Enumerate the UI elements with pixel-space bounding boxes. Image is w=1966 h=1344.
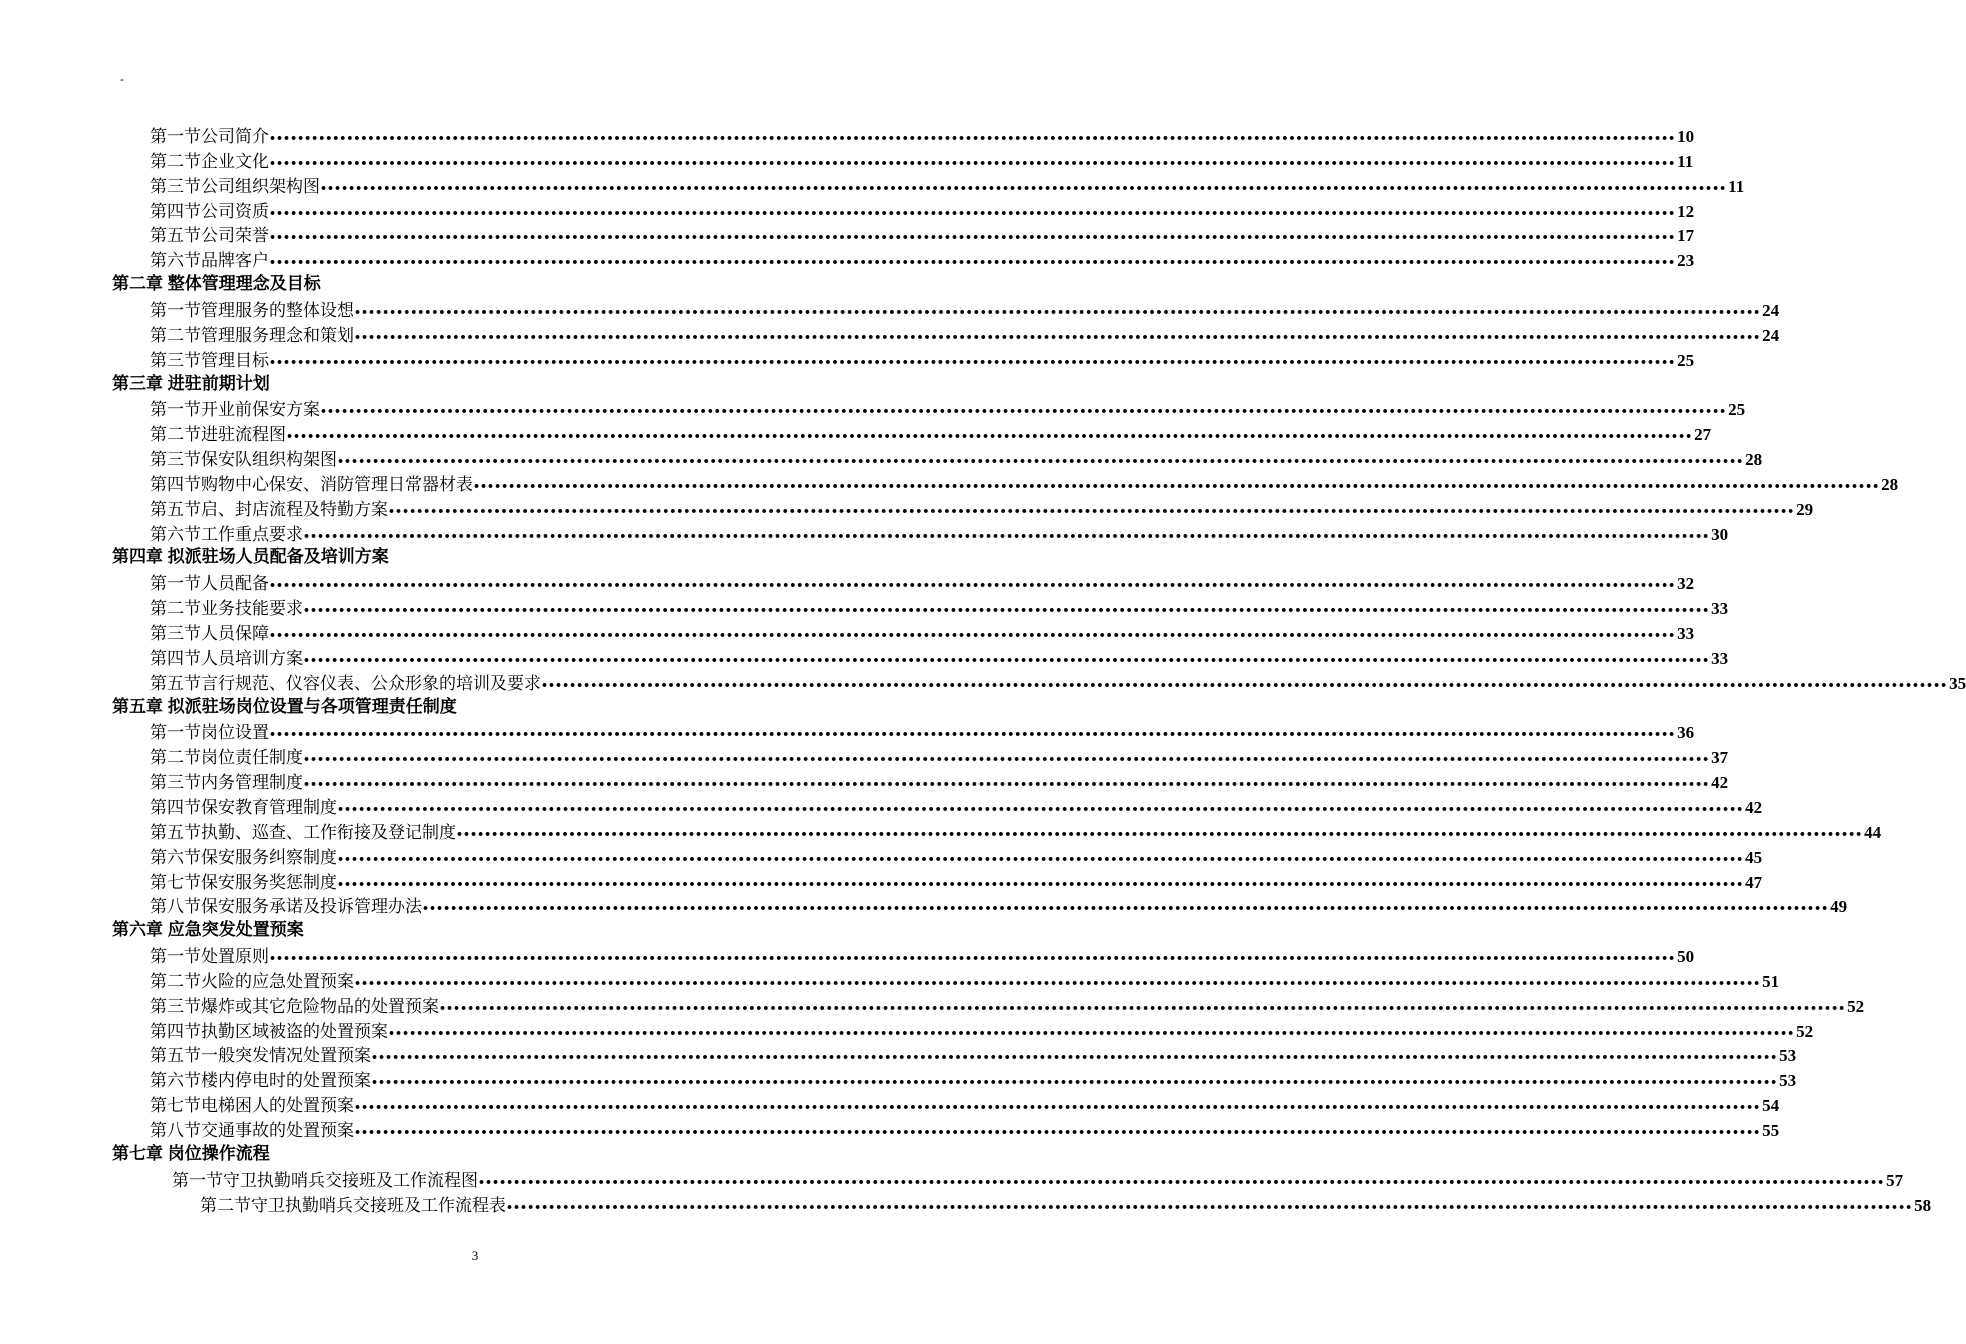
section-title: 执勤区域被盗的处置预案	[201, 1021, 388, 1042]
dot-leader: ••••••••••••••••••••••••••••••••••••••••••••••••••••••••••••••••••••••••••••••••••••••••••••••••••••••••••••••••••••••••••••••••••••••••••••••••••••••••••••••••••••••••••••••••••••••••••••••••••••••••	[456, 827, 1863, 841]
chapter-heading[interactable]: 第四章 拟派驻场人员配备及培训方案	[112, 547, 389, 567]
dot-leader: ••••••••••••••••••••••••••••••••••••••••••••••••••••••••••••••••••••••••••••••••••••••••••••••••••••••••••••••••••••••••••••••••••••••••••••••••••••••••••••••••••••••••••••••••••••••••••••••••••••••••	[388, 504, 1795, 518]
section-label: 第三节	[150, 450, 201, 471]
page-ref: 57	[1886, 1170, 1904, 1190]
section-label: 第六节	[150, 1071, 201, 1092]
toc-entry[interactable]	[150, 124, 1695, 148]
page-ref: 29	[1796, 499, 1814, 519]
dot-leader: ••••••••••••••••••••••••••••••••••••••••••••••••••••••••••••••••••••••••••••••••••••••••••••••••••••••••••••••••••••••••••••••••••••••••••••••••••••••••••••••••••••••••••••••••••••••••••••••••••••••••	[320, 181, 1727, 195]
section-label: 第五节	[150, 822, 201, 843]
toc-entry[interactable]	[150, 323, 1780, 347]
page-ref: 35	[1949, 673, 1966, 693]
section-title: 保安服务纠察制度	[201, 847, 337, 868]
dot-leader: ••••••••••••••••••••••••••••••••••••••••••••••••••••••••••••••••••••••••••••••••••••••••••••••••••••••••••••••••••••••••••••••••••••••••••••••••••••••••••••••••••••••••••••••••••••••••••••••••••••••••	[337, 877, 1744, 891]
section-label: 第八节	[150, 897, 201, 918]
page-ref: 24	[1762, 325, 1780, 345]
toc-entry[interactable]	[150, 397, 1746, 421]
section-label: 第五节	[150, 499, 201, 520]
toc-entry[interactable]	[172, 1168, 1904, 1192]
dot-leader: ••••••••••••••••••••••••••••••••••••••••••••••••••••••••••••••••••••••••••••••••••••••••••••••••••••••••••••••••••••••••••••••••••••••••••••••••••••••••••••••••••••••••••••••••••••••••••••••••••••••••	[354, 1101, 1761, 1115]
section-label: 第一节	[150, 574, 201, 595]
section-title: 购物中心保安、消防管理日常器材表	[201, 474, 473, 495]
section-title: 公司资质	[201, 201, 269, 222]
dot-leader: ••••••••••••••••••••••••••••••••••••••••••••••••••••••••••••••••••••••••••••••••••••••••••••••••••••••••••••••••••••••••••••••••••••••••••••••••••••••••••••••••••••••••••••••••••••••••••••••••••••••••	[269, 355, 1676, 369]
chapter-heading[interactable]: 第五章 拟派驻场岗位设置与各项管理责任制度	[112, 696, 457, 716]
section-label: 第四节	[150, 201, 201, 222]
section-title: 管理目标	[201, 350, 269, 371]
chapter-heading[interactable]: 第六章 应急突发处置预案	[112, 920, 304, 940]
dot-leader: ••••••••••••••••••••••••••••••••••••••••••••••••••••••••••••••••••••••••••••••••••••••••••••••••••••••••••••••••••••••••••••••••••••••••••••••••••••••••••••••••••••••••••••••••••••••••••••••••••••••••	[439, 1001, 1846, 1015]
section-label: 第七节	[150, 872, 201, 893]
page-ref: 12	[1677, 201, 1695, 221]
page-ref: 25	[1728, 400, 1746, 420]
toc-entry[interactable]	[150, 596, 1729, 620]
page-ref: 58	[1914, 1195, 1932, 1215]
dot-leader: ••••••••••••••••••••••••••••••••••••••••••••••••••••••••••••••••••••••••••••••••••••••••••••••••••••••••••••••••••••••••••••••••••••••••••••••••••••••••••••••••••••••••••••••••••••••••••••••••••••••••	[354, 330, 1761, 344]
dot-leader: ••••••••••••••••••••••••••••••••••••••••••••••••••••••••••••••••••••••••••••••••••••••••••••••••••••••••••••••••••••••••••••••••••••••••••••••••••••••••••••••••••••••••••••••••••••••••••••••••••••••••	[337, 455, 1744, 469]
dot-leader: ••••••••••••••••••••••••••••••••••••••••••••••••••••••••••••••••••••••••••••••••••••••••••••••••••••••••••••••••••••••••••••••••••••••••••••••••••••••••••••••••••••••••••••••••••••••••••••••••••••••••	[320, 405, 1727, 419]
section-title: 公司组织架构图	[201, 176, 320, 197]
page-ref: 53	[1779, 1046, 1797, 1066]
section-label: 第四节	[150, 1021, 201, 1042]
dot-leader: ••••••••••••••••••••••••••••••••••••••••••••••••••••••••••••••••••••••••••••••••••••••••••••••••••••••••••••••••••••••••••••••••••••••••••••••••••••••••••••••••••••••••••••••••••••••••••••••••••••••••	[354, 1126, 1761, 1139]
section-label: 第三节	[150, 773, 201, 794]
toc-entry[interactable]	[150, 1019, 1814, 1043]
toc-entry[interactable]	[150, 422, 1712, 446]
page-ref: 28	[1745, 450, 1763, 470]
section-title: 言行规范、仪容仪表、公众形象的培训及要求	[201, 673, 541, 694]
page-ref: 25	[1677, 350, 1695, 370]
page-ref: 53	[1779, 1071, 1797, 1091]
section-label: 第二节	[150, 151, 201, 172]
page-ref: 10	[1677, 127, 1695, 146]
page-ref: 50	[1677, 947, 1695, 967]
toc-entry[interactable]	[150, 149, 1694, 173]
header-mark: -	[120, 72, 124, 86]
section-title: 楼内停电时的处置预案	[201, 1071, 371, 1092]
section-title: 公司荣誉	[201, 226, 269, 247]
toc-entry[interactable]	[150, 1118, 1780, 1142]
toc-entry[interactable]	[150, 348, 1695, 372]
toc-entry[interactable]	[150, 497, 1814, 521]
page-ref: 42	[1711, 773, 1729, 793]
dot-leader: ••••••••••••••••••••••••••••••••••••••••••••••••••••••••••••••••••••••••••••••••••••••••••••••••••••••••••••••••••••••••••••••••••••••••••••••••••••••••••••••••••••••••••••••••••••••••••••••••••••••••	[303, 753, 1710, 767]
toc-entry[interactable]	[150, 571, 1695, 595]
page-ref: 36	[1677, 723, 1695, 743]
section-title: 企业文化	[201, 151, 269, 172]
page-ref: 55	[1762, 1121, 1780, 1140]
section-title: 电梯困人的处置预案	[201, 1096, 354, 1117]
dot-leader: ••••••••••••••••••••••••••••••••••••••••••••••••••••••••••••••••••••••••••••••••••••••••••••••••••••••••••••••••••••••••••••••••••••••••••••••••••••••••••••••••••••••••••••••••••••••••••••••••••••••••	[269, 156, 1676, 170]
page-ref: 11	[1677, 151, 1694, 171]
section-title: 交通事故的处置预案	[201, 1121, 354, 1141]
page-ref: 49	[1830, 897, 1848, 917]
page-ref: 27	[1694, 425, 1712, 445]
page-ref: 23	[1677, 251, 1695, 271]
dot-leader: ••••••••••••••••••••••••••••••••••••••••••••••••••••••••••••••••••••••••••••••••••••••••••••••••••••••••••••••••••••••••••••••••••••••••••••••••••••••••••••••••••••••••••••••••••••••••••••••••••••••••	[371, 1076, 1778, 1090]
section-title: 内务管理制度	[201, 773, 303, 794]
dot-leader: ••••••••••••••••••••••••••••••••••••••••••••••••••••••••••••••••••••••••••••••••••••••••••••••••••••••••••••••••••••••••••••••••••••••••••••••••••••••••••••••••••••••••••••••••••••••••••••••••••••••••	[354, 976, 1761, 990]
section-label: 第一节	[172, 1170, 223, 1191]
section-title: 守卫执勤哨兵交接班及工作流程表	[251, 1195, 506, 1216]
section-title: 爆炸或其它危险物品的处置预案	[201, 996, 439, 1017]
toc-entry[interactable]	[150, 745, 1729, 769]
page-ref: 11	[1728, 176, 1745, 196]
section-title: 人员配备	[201, 574, 269, 595]
dot-leader: ••••••••••••••••••••••••••••••••••••••••••••••••••••••••••••••••••••••••••••••••••••••••••••••••••••••••••••••••••••••••••••••••••••••••••••••••••••••••••••••••••••••••••••••••••••••••••••••••••••••••	[473, 479, 1880, 493]
toc-entry[interactable]	[150, 845, 1763, 869]
page-ref: 44	[1864, 822, 1882, 842]
section-title: 公司简介	[201, 127, 269, 147]
page-ref: 17	[1677, 226, 1695, 246]
dot-leader: ••••••••••••••••••••••••••••••••••••••••••••••••••••••••••••••••••••••••••••••••••••••••••••••••••••••••••••••••••••••••••••••••••••••••••••••••••••••••••••••••••••••••••••••••••••••••••••••••••••••••	[303, 529, 1710, 543]
section-label: 第二节	[150, 599, 201, 620]
section-title: 品牌客户	[201, 251, 269, 272]
toc-entry[interactable]	[200, 1193, 1932, 1217]
toc-entry[interactable]	[150, 795, 1763, 819]
dot-leader: ••••••••••••••••••••••••••••••••••••••••••••••••••••••••••••••••••••••••••••••••••••••••••••••••••••••••••••••••••••••••••••••••••••••••••••••••••••••••••••••••••••••••••••••••••••••••••••••••••••••••	[422, 902, 1829, 916]
dot-leader: ••••••••••••••••••••••••••••••••••••••••••••••••••••••••••••••••••••••••••••••••••••••••••••••••••••••••••••••••••••••••••••••••••••••••••••••••••••••••••••••••••••••••••••••••••••••••••••••••••••••••	[303, 778, 1710, 792]
toc-entry[interactable]	[150, 1093, 1780, 1117]
section-label: 第三节	[150, 176, 201, 197]
toc-entry[interactable]	[150, 223, 1695, 247]
page-ref: 54	[1762, 1096, 1780, 1116]
section-title: 岗位设置	[201, 723, 269, 744]
section-title: 守卫执勤哨兵交接班及工作流程图	[223, 1170, 478, 1191]
dot-leader: ••••••••••••••••••••••••••••••••••••••••••••••••••••••••••••••••••••••••••••••••••••••••••••••••••••••••••••••••••••••••••••••••••••••••••••••••••••••••••••••••••••••••••••••••••••••••••••••••••••••••	[337, 852, 1744, 866]
toc-entry[interactable]	[150, 994, 1865, 1018]
section-label: 第四节	[150, 797, 201, 818]
page-ref: 33	[1711, 599, 1729, 619]
section-label: 第六节	[150, 251, 201, 272]
page-ref: 28	[1881, 474, 1899, 494]
toc-entry[interactable]	[150, 969, 1780, 993]
chapter-heading[interactable]: 第七章 岗位操作流程	[112, 1143, 270, 1163]
section-title: 保安教育管理制度	[201, 797, 337, 818]
section-title: 业务技能要求	[201, 599, 303, 620]
dot-leader: ••••••••••••••••••••••••••••••••••••••••••••••••••••••••••••••••••••••••••••••••••••••••••••••••••••••••••••••••••••••••••••••••••••••••••••••••••••••••••••••••••••••••••••••••••••••••••••••••••••••••	[269, 132, 1676, 145]
section-title: 管理服务理念和策划	[201, 325, 354, 346]
section-label: 第六节	[150, 524, 201, 545]
dot-leader: ••••••••••••••••••••••••••••••••••••••••••••••••••••••••••••••••••••••••••••••••••••••••••••••••••••••••••••••••••••••••••••••••••••••••••••••••••••••••••••••••••••••••••••••••••••••••••••••••••••••••	[303, 653, 1710, 667]
section-title: 启、封店流程及特勤方案	[201, 499, 388, 520]
section-label: 第一节	[150, 300, 201, 321]
section-title: 人员保障	[201, 624, 269, 644]
chapter-heading[interactable]: 第三章 进驻前期计划	[112, 373, 270, 393]
section-title: 保安服务奖惩制度	[201, 872, 337, 893]
section-label: 第四节	[150, 648, 201, 669]
dot-leader: ••••••••••••••••••••••••••••••••••••••••••••••••••••••••••••••••••••••••••••••••••••••••••••••••••••••••••••••••••••••••••••••••••••••••••••••••••••••••••••••••••••••••••••••••••••••••••••••••••••••••	[388, 1026, 1795, 1040]
dot-leader: ••••••••••••••••••••••••••••••••••••••••••••••••••••••••••••••••••••••••••••••••••••••••••••••••••••••••••••••••••••••••••••••••••••••••••••••••••••••••••••••••••••••••••••••••••••••••••••••••••••••••	[269, 231, 1676, 245]
section-title: 管理服务的整体设想	[201, 300, 354, 321]
section-label: 第五节	[150, 1046, 201, 1067]
toc-entry[interactable]	[150, 621, 1695, 645]
toc-entry[interactable]	[150, 870, 1763, 894]
page-ref: 32	[1677, 574, 1695, 594]
section-title: 火险的应急处置预案	[201, 971, 354, 992]
toc-entry[interactable]	[150, 720, 1695, 744]
dot-leader: ••••••••••••••••••••••••••••••••••••••••••••••••••••••••••••••••••••••••••••••••••••••••••••••••••••••••••••••••••••••••••••••••••••••••••••••••••••••••••••••••••••••••••••••••••••••••••••••••••••••••	[269, 952, 1676, 966]
section-label: 第三节	[150, 996, 201, 1017]
dot-leader: ••••••••••••••••••••••••••••••••••••••••••••••••••••••••••••••••••••••••••••••••••••••••••••••••••••••••••••••••••••••••••••••••••••••••••••••••••••••••••••••••••••••••••••••••••••••••••••••••••••••••	[506, 1200, 1913, 1214]
section-label: 第二节	[150, 325, 201, 346]
dot-leader: ••••••••••••••••••••••••••••••••••••••••••••••••••••••••••••••••••••••••••••••••••••••••••••••••••••••••••••••••••••••••••••••••••••••••••••••••••••••••••••••••••••••••••••••••••••••••••••••••••••••••	[269, 256, 1676, 270]
dot-leader: ••••••••••••••••••••••••••••••••••••••••••••••••••••••••••••••••••••••••••••••••••••••••••••••••••••••••••••••••••••••••••••••••••••••••••••••••••••••••••••••••••••••••••••••••••••••••••••••••••••••••	[269, 206, 1676, 220]
chapter-heading[interactable]: 第二章 整体管理理念及目标	[112, 274, 321, 294]
section-label: 第一节	[150, 400, 201, 421]
section-label: 第八节	[150, 1121, 201, 1141]
toc-entry[interactable]	[150, 522, 1729, 546]
page-ref: 33	[1677, 624, 1695, 643]
page-ref: 51	[1762, 971, 1780, 991]
toc-entry[interactable]	[150, 472, 1899, 496]
dot-leader: ••••••••••••••••••••••••••••••••••••••••••••••••••••••••••••••••••••••••••••••••••••••••••••••••••••••••••••••••••••••••••••••••••••••••••••••••••••••••••••••••••••••••••••••••••••••••••••••••••••••••	[269, 728, 1676, 742]
section-label: 第二节	[200, 1195, 251, 1216]
toc-entry[interactable]	[150, 671, 1966, 695]
dot-leader: ••••••••••••••••••••••••••••••••••••••••••••••••••••••••••••••••••••••••••••••••••••••••••••••••••••••••••••••••••••••••••••••••••••••••••••••••••••••••••••••••••••••••••••••••••••••••••••••••••••••••	[354, 305, 1761, 319]
page-ref: 47	[1745, 872, 1763, 892]
section-label: 第五节	[150, 673, 201, 694]
page-ref: 42	[1745, 797, 1763, 817]
toc-entry[interactable]	[150, 944, 1695, 968]
toc-entry[interactable]	[150, 199, 1695, 223]
page-number: 3	[471, 1248, 479, 1263]
section-label: 第一节	[150, 127, 201, 147]
page-ref: 52	[1847, 996, 1865, 1016]
section-label: 第二节	[150, 748, 201, 769]
section-label: 第四节	[150, 474, 201, 495]
dot-leader: ••••••••••••••••••••••••••••••••••••••••••••••••••••••••••••••••••••••••••••••••••••••••••••••••••••••••••••••••••••••••••••••••••••••••••••••••••••••••••••••••••••••••••••••••••••••••••••••••••••••••	[286, 430, 1693, 444]
page-ref: 33	[1711, 648, 1729, 668]
section-title: 保安服务承诺及投诉管理办法	[201, 897, 422, 918]
section-label: 第三节	[150, 624, 201, 644]
page-ref: 24	[1762, 300, 1780, 320]
section-label: 第一节	[150, 947, 201, 968]
toc-entry[interactable]	[150, 248, 1695, 272]
toc-entry[interactable]	[150, 646, 1729, 670]
section-title: 开业前保安方案	[201, 400, 320, 421]
page-ref: 52	[1796, 1021, 1814, 1041]
toc-entry[interactable]	[150, 447, 1763, 471]
dot-leader: ••••••••••••••••••••••••••••••••••••••••••••••••••••••••••••••••••••••••••••••••••••••••••••••••••••••••••••••••••••••••••••••••••••••••••••••••••••••••••••••••••••••••••••••••••••••••••••••••••••••••	[269, 629, 1676, 642]
page-ref: 45	[1745, 847, 1763, 867]
page-ref: 30	[1711, 524, 1729, 544]
section-title: 一般突发情况处置预案	[201, 1046, 371, 1067]
dot-leader: ••••••••••••••••••••••••••••••••••••••••••••••••••••••••••••••••••••••••••••••••••••••••••••••••••••••••••••••••••••••••••••••••••••••••••••••••••••••••••••••••••••••••••••••••••••••••••••••••••••••••	[303, 604, 1710, 618]
section-title: 保安队组织构架图	[201, 450, 337, 471]
section-title: 工作重点要求	[201, 524, 303, 545]
section-label: 第二节	[150, 971, 201, 992]
section-title: 处置原则	[201, 947, 269, 968]
section-title: 执勤、巡查、工作衔接及登记制度	[201, 822, 456, 843]
section-title: 进驻流程图	[201, 425, 286, 446]
toc-entry[interactable]	[150, 174, 1745, 198]
page-ref: 37	[1711, 748, 1729, 768]
section-label: 第七节	[150, 1096, 201, 1117]
section-title: 岗位责任制度	[201, 748, 303, 769]
dot-leader: ••••••••••••••••••••••••••••••••••••••••••••••••••••••••••••••••••••••••••••••••••••••••••••••••••••••••••••••••••••••••••••••••••••••••••••••••••••••••••••••••••••••••••••••••••••••••••••••••••••••••	[541, 678, 1948, 692]
dot-leader: ••••••••••••••••••••••••••••••••••••••••••••••••••••••••••••••••••••••••••••••••••••••••••••••••••••••••••••••••••••••••••••••••••••••••••••••••••••••••••••••••••••••••••••••••••••••••••••••••••••••••	[269, 579, 1676, 593]
toc-entry[interactable]	[150, 820, 1882, 844]
dot-leader: ••••••••••••••••••••••••••••••••••••••••••••••••••••••••••••••••••••••••••••••••••••••••••••••••••••••••••••••••••••••••••••••••••••••••••••••••••••••••••••••••••••••••••••••••••••••••••••••••••••••••	[478, 1175, 1885, 1189]
dot-leader: ••••••••••••••••••••••••••••••••••••••••••••••••••••••••••••••••••••••••••••••••••••••••••••••••••••••••••••••••••••••••••••••••••••••••••••••••••••••••••••••••••••••••••••••••••••••••••••••••••••••••	[371, 1051, 1778, 1065]
section-label: 第三节	[150, 350, 201, 371]
section-title: 人员培训方案	[201, 648, 303, 669]
section-label: 第二节	[150, 425, 201, 446]
section-label: 第一节	[150, 723, 201, 744]
dot-leader: ••••••••••••••••••••••••••••••••••••••••••••••••••••••••••••••••••••••••••••••••••••••••••••••••••••••••••••••••••••••••••••••••••••••••••••••••••••••••••••••••••••••••••••••••••••••••••••••••••••••••	[337, 802, 1744, 816]
section-label: 第五节	[150, 226, 201, 247]
toc-entry[interactable]	[150, 298, 1780, 322]
section-label: 第六节	[150, 847, 201, 868]
toc-entry[interactable]	[150, 894, 1848, 918]
toc-entry[interactable]	[150, 1068, 1797, 1092]
toc-entry[interactable]	[150, 770, 1729, 794]
toc-entry[interactable]	[150, 1043, 1797, 1067]
